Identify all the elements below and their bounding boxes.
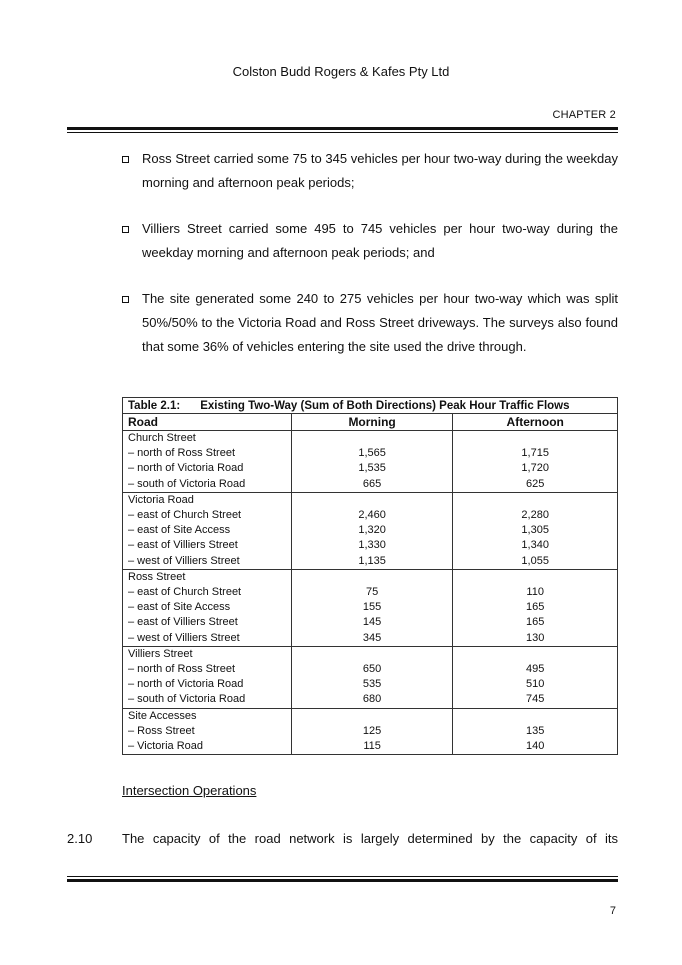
column-header-afternoon: Afternoon bbox=[453, 414, 618, 431]
morning-value: 155 bbox=[362, 601, 382, 614]
morning-value: 345 bbox=[362, 631, 382, 644]
morning-value: 75 bbox=[365, 586, 379, 599]
row-label: – east of Church Street bbox=[128, 586, 242, 599]
group-name: Villiers Street bbox=[128, 647, 193, 660]
afternoon-value: 110 bbox=[526, 586, 544, 599]
row-label: – Victoria Road bbox=[128, 740, 204, 753]
bullet-item bbox=[122, 147, 618, 195]
row-label: – west of Villiers Street bbox=[128, 554, 240, 567]
afternoon-value: 625 bbox=[526, 477, 545, 490]
paragraph-text: The capacity of the road network is largely determined by the capacity of its bbox=[122, 831, 618, 846]
morning-value: 1,535 bbox=[358, 462, 386, 475]
bullet-text: Villiers Street carried some 495 to 745 vehicles per hour two-way during the weekday morning and afternoon peak periods; and bbox=[142, 221, 618, 260]
row-label: – south of Victoria Road bbox=[128, 693, 246, 706]
afternoon-value: 1,720 bbox=[521, 462, 549, 475]
group-name: Site Accesses bbox=[128, 709, 197, 722]
afternoon-value: 495 bbox=[526, 663, 545, 676]
group-name: Church Street bbox=[128, 432, 196, 444]
morning-value: 1,135 bbox=[358, 554, 386, 567]
group-name: Ross Street bbox=[128, 570, 186, 583]
morning-value: 535 bbox=[362, 678, 382, 691]
row-label: – north of Victoria Road bbox=[128, 678, 244, 691]
morning-value: 145 bbox=[362, 616, 382, 629]
row-label: – east of Site Access bbox=[128, 601, 231, 614]
table-group-victoria-road bbox=[123, 492, 618, 569]
morning-value: 1,330 bbox=[358, 539, 386, 552]
morning-value: 115 bbox=[363, 740, 381, 753]
morning-value: 1,565 bbox=[358, 447, 386, 460]
traffic-flows-table bbox=[122, 397, 618, 755]
table-caption bbox=[123, 398, 618, 414]
table-group-church-street bbox=[123, 431, 618, 493]
row-label: – east of Villiers Street bbox=[128, 616, 238, 629]
paragraph-number: 2.10 bbox=[67, 831, 93, 846]
row-label: – east of Site Access bbox=[128, 524, 231, 537]
afternoon-value: 1,340 bbox=[521, 539, 549, 552]
bullet-item bbox=[122, 287, 618, 359]
row-label: – north of Ross Street bbox=[128, 663, 235, 676]
checkbox-bullet-icon bbox=[122, 296, 129, 303]
bullet-list bbox=[122, 147, 618, 381]
bullet-text: Ross Street carried some 75 to 345 vehicles per hour two-way during the weekday morning and afternoon peak periods; bbox=[142, 151, 618, 190]
bullet-item bbox=[122, 217, 618, 265]
afternoon-value: 135 bbox=[526, 724, 545, 737]
footer-rule bbox=[67, 874, 618, 882]
row-label: – north of Ross Street bbox=[128, 447, 235, 460]
row-label: – south of Victoria Road bbox=[128, 477, 246, 490]
morning-value: 2,460 bbox=[358, 509, 386, 522]
row-label: – west of Villiers Street bbox=[128, 631, 240, 644]
column-header-morning: Morning bbox=[291, 414, 453, 431]
header-rule bbox=[67, 127, 618, 133]
afternoon-value: 165 bbox=[526, 601, 545, 614]
table-group-site-accesses bbox=[123, 708, 618, 755]
afternoon-value: 510 bbox=[526, 678, 545, 691]
afternoon-value: 745 bbox=[526, 693, 545, 706]
chapter-label: CHAPTER 2 bbox=[552, 109, 616, 121]
afternoon-value: 1,715 bbox=[521, 447, 549, 460]
morning-value: 680 bbox=[362, 693, 382, 706]
row-label: – east of Villiers Street bbox=[128, 539, 238, 552]
page-number: 7 bbox=[609, 905, 616, 917]
afternoon-value: 130 bbox=[526, 631, 545, 644]
table-group-ross-street bbox=[123, 569, 618, 646]
morning-value: 1,320 bbox=[358, 524, 386, 537]
checkbox-bullet-icon bbox=[122, 156, 129, 163]
section-heading: Intersection Operations bbox=[122, 783, 257, 798]
afternoon-value: 165 bbox=[526, 616, 545, 629]
table-header-row bbox=[123, 414, 618, 431]
row-label: – east of Church Street bbox=[128, 509, 242, 522]
column-header-road: Road bbox=[123, 414, 292, 431]
group-name: Victoria Road bbox=[128, 493, 194, 506]
afternoon-value: 140 bbox=[526, 740, 545, 753]
morning-value: 665 bbox=[362, 477, 382, 490]
row-label: – Ross Street bbox=[128, 724, 195, 737]
afternoon-value: 1,305 bbox=[521, 524, 549, 537]
checkbox-bullet-icon bbox=[122, 226, 129, 233]
morning-value: 650 bbox=[362, 663, 382, 676]
row-label: – north of Victoria Road bbox=[128, 462, 244, 475]
company-name: Colston Budd Rogers & Kafes Pty Ltd bbox=[232, 64, 450, 79]
morning-value: 125 bbox=[362, 724, 382, 737]
afternoon-value: 1,055 bbox=[521, 554, 549, 567]
table-group-villiers-street bbox=[123, 646, 618, 708]
table-title: Existing Two-Way (Sum of Both Directions) Peak Hour Traffic Flows bbox=[200, 400, 570, 412]
bullet-text: The site generated some 240 to 275 vehicles per hour two-way which was split 50%/50% to the Victoria Road and Ross Street driveways. The surveys also found that some 36% of vehicles entering the site used the drive through. bbox=[142, 291, 618, 354]
table-label: Table 2.1: bbox=[128, 400, 181, 412]
afternoon-value: 2,280 bbox=[521, 509, 549, 522]
